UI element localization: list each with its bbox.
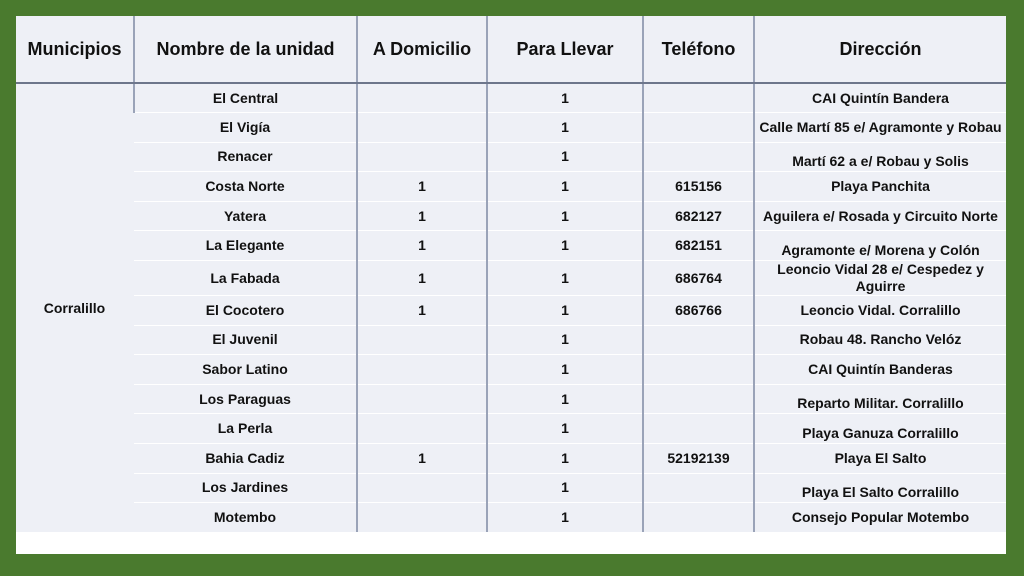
telefono-cell bbox=[643, 414, 754, 444]
header-telefono: Teléfono bbox=[643, 16, 754, 83]
domicilio-cell bbox=[357, 83, 487, 113]
direccion-cell: Leoncio Vidal 28 e/ Cespedez y Aguirre bbox=[754, 261, 1006, 296]
llevar-cell: 1 bbox=[487, 355, 643, 385]
header-domicilio: A Domicilio bbox=[357, 16, 487, 83]
direccion-cell: Martí 62 a e/ Robau y Solis bbox=[754, 142, 1006, 172]
header-row bbox=[16, 16, 1006, 83]
direccion-cell: Leoncio Vidal. Corralillo bbox=[754, 296, 1006, 326]
telefono-cell bbox=[643, 325, 754, 355]
llevar-cell: 1 bbox=[487, 113, 643, 143]
domicilio-cell: 1 bbox=[357, 444, 487, 474]
telefono-cell bbox=[643, 503, 754, 533]
direccion-cell: Playa Panchita bbox=[754, 172, 1006, 202]
units-table bbox=[16, 16, 1006, 532]
domicilio-cell: 1 bbox=[357, 231, 487, 261]
table-row bbox=[16, 444, 1006, 474]
nombre-cell: El Vigía bbox=[134, 113, 357, 143]
llevar-cell: 1 bbox=[487, 384, 643, 414]
llevar-cell: 1 bbox=[487, 444, 643, 474]
nombre-cell: El Cocotero bbox=[134, 296, 357, 326]
table-row bbox=[16, 414, 1006, 444]
domicilio-cell bbox=[357, 325, 487, 355]
domicilio-cell bbox=[357, 113, 487, 143]
nombre-cell: Costa Norte bbox=[134, 172, 357, 202]
header-municipios: Municipios bbox=[16, 16, 134, 83]
table-row bbox=[16, 503, 1006, 533]
table-row bbox=[16, 384, 1006, 414]
domicilio-cell bbox=[357, 355, 487, 385]
telefono-cell: 686764 bbox=[643, 261, 754, 296]
domicilio-cell: 1 bbox=[357, 201, 487, 231]
llevar-cell: 1 bbox=[487, 473, 643, 503]
nombre-cell: Los Jardines bbox=[134, 473, 357, 503]
table-row bbox=[16, 473, 1006, 503]
telefono-cell: 682127 bbox=[643, 201, 754, 231]
domicilio-cell: 1 bbox=[357, 261, 487, 296]
nombre-cell: Yatera bbox=[134, 201, 357, 231]
nombre-cell: Sabor Latino bbox=[134, 355, 357, 385]
municipio-cell: Corralillo bbox=[16, 83, 134, 532]
table-row bbox=[16, 113, 1006, 143]
table-row bbox=[16, 231, 1006, 261]
nombre-cell: El Juvenil bbox=[134, 325, 357, 355]
table-row bbox=[16, 325, 1006, 355]
table-row bbox=[16, 142, 1006, 172]
nombre-cell: La Perla bbox=[134, 414, 357, 444]
telefono-cell: 615156 bbox=[643, 172, 754, 202]
telefono-cell bbox=[643, 83, 754, 113]
telefono-cell: 682151 bbox=[643, 231, 754, 261]
llevar-cell: 1 bbox=[487, 142, 643, 172]
telefono-cell bbox=[643, 384, 754, 414]
direccion-cell: Playa El Salto Corralillo bbox=[754, 473, 1006, 503]
domicilio-cell: 1 bbox=[357, 296, 487, 326]
domicilio-cell bbox=[357, 384, 487, 414]
domicilio-cell bbox=[357, 473, 487, 503]
table-row bbox=[16, 83, 1006, 113]
llevar-cell: 1 bbox=[487, 325, 643, 355]
llevar-cell: 1 bbox=[487, 414, 643, 444]
llevar-cell: 1 bbox=[487, 83, 643, 113]
nombre-cell: El Central bbox=[134, 83, 357, 113]
domicilio-cell bbox=[357, 414, 487, 444]
table-row bbox=[16, 201, 1006, 231]
direccion-cell: Reparto Militar. Corralillo bbox=[754, 384, 1006, 414]
direccion-cell: Playa El Salto bbox=[754, 444, 1006, 474]
nombre-cell: Los Paraguas bbox=[134, 384, 357, 414]
domicilio-cell: 1 bbox=[357, 172, 487, 202]
telefono-cell bbox=[643, 142, 754, 172]
direccion-cell: Agramonte e/ Morena y Colón bbox=[754, 231, 1006, 261]
domicilio-cell bbox=[357, 503, 487, 533]
table-frame bbox=[16, 16, 1006, 554]
nombre-cell: Renacer bbox=[134, 142, 357, 172]
table-row bbox=[16, 261, 1006, 296]
table-row bbox=[16, 172, 1006, 202]
direccion-cell: CAI Quintín Bandera bbox=[754, 83, 1006, 113]
table-row bbox=[16, 296, 1006, 326]
header-llevar: Para Llevar bbox=[487, 16, 643, 83]
telefono-cell: 52192139 bbox=[643, 444, 754, 474]
header-direccion: Dirección bbox=[754, 16, 1006, 83]
table-row bbox=[16, 355, 1006, 385]
llevar-cell: 1 bbox=[487, 172, 643, 202]
telefono-cell bbox=[643, 355, 754, 385]
domicilio-cell bbox=[357, 142, 487, 172]
direccion-cell: Consejo Popular Motembo bbox=[754, 503, 1006, 533]
direccion-cell: Robau 48. Rancho Velóz bbox=[754, 325, 1006, 355]
direccion-cell: CAI Quintín Banderas bbox=[754, 355, 1006, 385]
nombre-cell: Bahia Cadiz bbox=[134, 444, 357, 474]
nombre-cell: Motembo bbox=[134, 503, 357, 533]
telefono-cell: 686766 bbox=[643, 296, 754, 326]
llevar-cell: 1 bbox=[487, 296, 643, 326]
telefono-cell bbox=[643, 113, 754, 143]
direccion-cell: Aguilera e/ Rosada y Circuito Norte bbox=[754, 201, 1006, 231]
table-body bbox=[16, 83, 1006, 532]
header-nombre: Nombre de la unidad bbox=[134, 16, 357, 83]
telefono-cell bbox=[643, 473, 754, 503]
llevar-cell: 1 bbox=[487, 231, 643, 261]
nombre-cell: La Fabada bbox=[134, 261, 357, 296]
llevar-cell: 1 bbox=[487, 201, 643, 231]
llevar-cell: 1 bbox=[487, 503, 643, 533]
direccion-cell: Playa Ganuza Corralillo bbox=[754, 414, 1006, 444]
nombre-cell: La Elegante bbox=[134, 231, 357, 261]
llevar-cell: 1 bbox=[487, 261, 643, 296]
direccion-cell: Calle Martí 85 e/ Agramonte y Robau bbox=[754, 113, 1006, 143]
